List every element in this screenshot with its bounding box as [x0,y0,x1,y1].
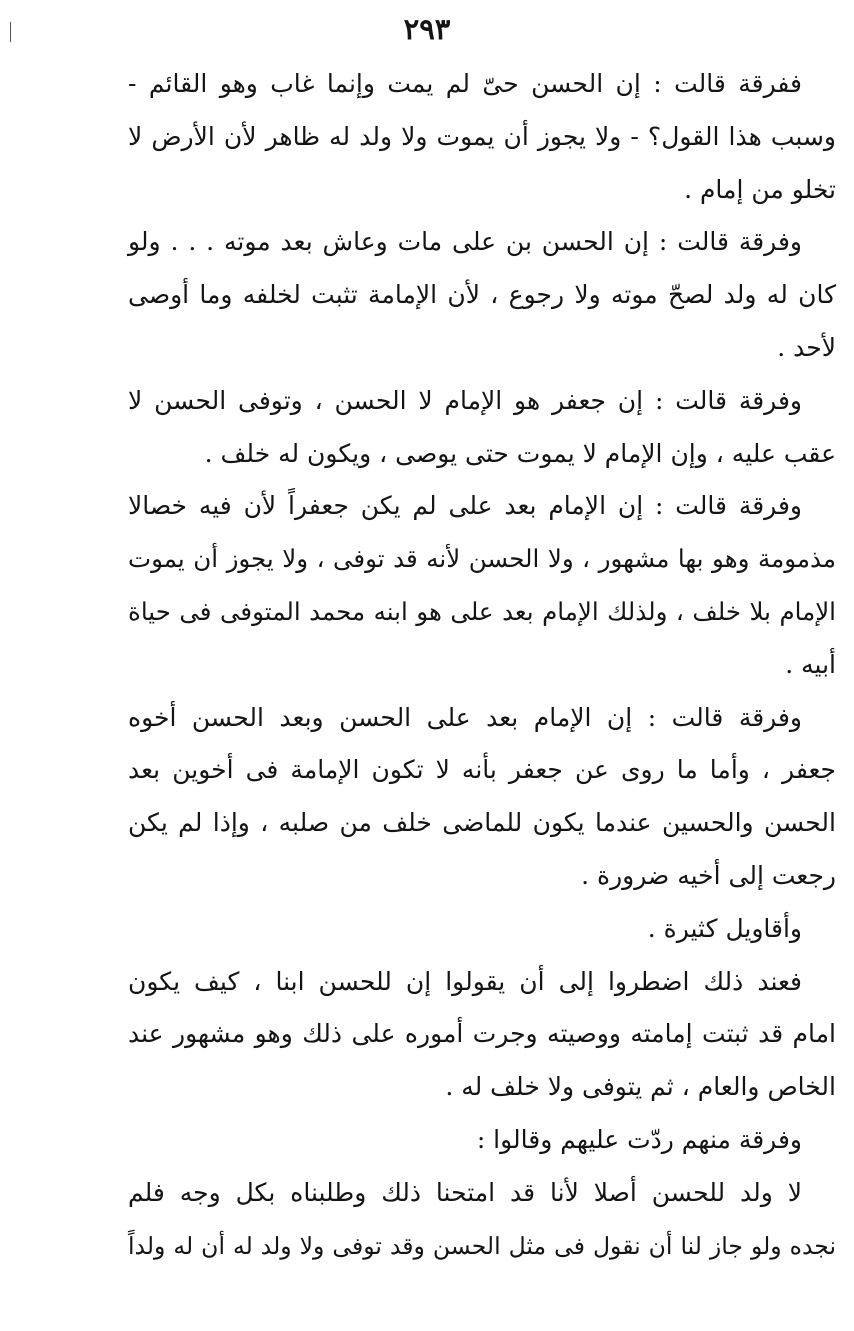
text-line: وفرقة منهم ردّت عليهم وقالوا : [476,1124,802,1154]
text-line: الحسن والحسين عندما يكون للماضى خلف من صلبه ، وإذا لم يكن [128,808,836,838]
text-line: لأحد . [777,332,836,362]
text-line: تخلو من إمام . [684,174,836,204]
text-line: الخاص والعام ، ثم يتوفى ولا خلف له . [445,1072,836,1102]
text-line: وسبب هذا القول؟ - ولا يجوز أن يموت ولا ولد له ظاهر لأن الأرض لا [128,121,836,151]
text-line: مذمومة وهو بها مشهور ، ولا الحسن لأنه قد توفى ، ولا يجوز أن يموت [128,544,836,574]
body-text [128,58,836,1272]
text-line: وفرقة قالت : إن الإمام بعد على الحسن وبعد الحسن أخوه [128,702,802,732]
text-line: أبيه . [785,649,836,679]
text-line: امام قد ثبتت إمامته ووصيته وجرت أموره على ذلك وهو مشهور عند [128,1019,836,1049]
text-line: وأقاويل كثيرة . [647,913,802,943]
text-line: عقب عليه ، وإن الإمام لا يموت حتى يوصى ، ويكون له خلف . [204,438,836,468]
text-line: لا ولد للحسن أصلا لأنا قد امتحنا ذلك وطلبناه بكل وجه فلم [128,1177,802,1207]
text-line: وفرقة قالت : إن الحسن بن على مات وعاش بعد موته . . . ولو [128,227,802,257]
text-line: الإمام بلا خلف ، ولذلك الإمام بعد على هو ابنه محمد المتوفى فى حياة [128,596,836,626]
text-line: كان له ولد لصحّ موته ولا رجوع ، لأن الإمامة تثبت لخلفه وما أوصى [128,280,836,310]
text-line: وفرقة قالت : إن الإمام بعد على لم يكن جعفراً لأن فيه خصالا [128,491,802,521]
page-number: ٢٩٣ [403,12,451,46]
text-line: وفرقة قالت : إن جعفر هو الإمام لا الحسن ، وتوفى الحسن لا [128,385,802,415]
text-line: جعفر ، وأما ما روى عن جعفر بأنه لا تكون الإمامة فى أخوين بعد [128,755,836,785]
text-line: فعند ذلك اضطروا إلى أن يقولوا إن للحسن ابنا ، كيف يكون [128,966,802,996]
text-line: رجعت إلى أخيه ضرورة . [581,860,836,890]
text-line: ففرقة قالت : إن الحسن حىّ لم يمت وإنما غاب وهو القائم - [128,69,802,98]
text-line: نجده ولو جاز لنا أن نقول فى مثل الحسن وقد توفى ولا ولد له أن له ولداً [128,1231,836,1260]
